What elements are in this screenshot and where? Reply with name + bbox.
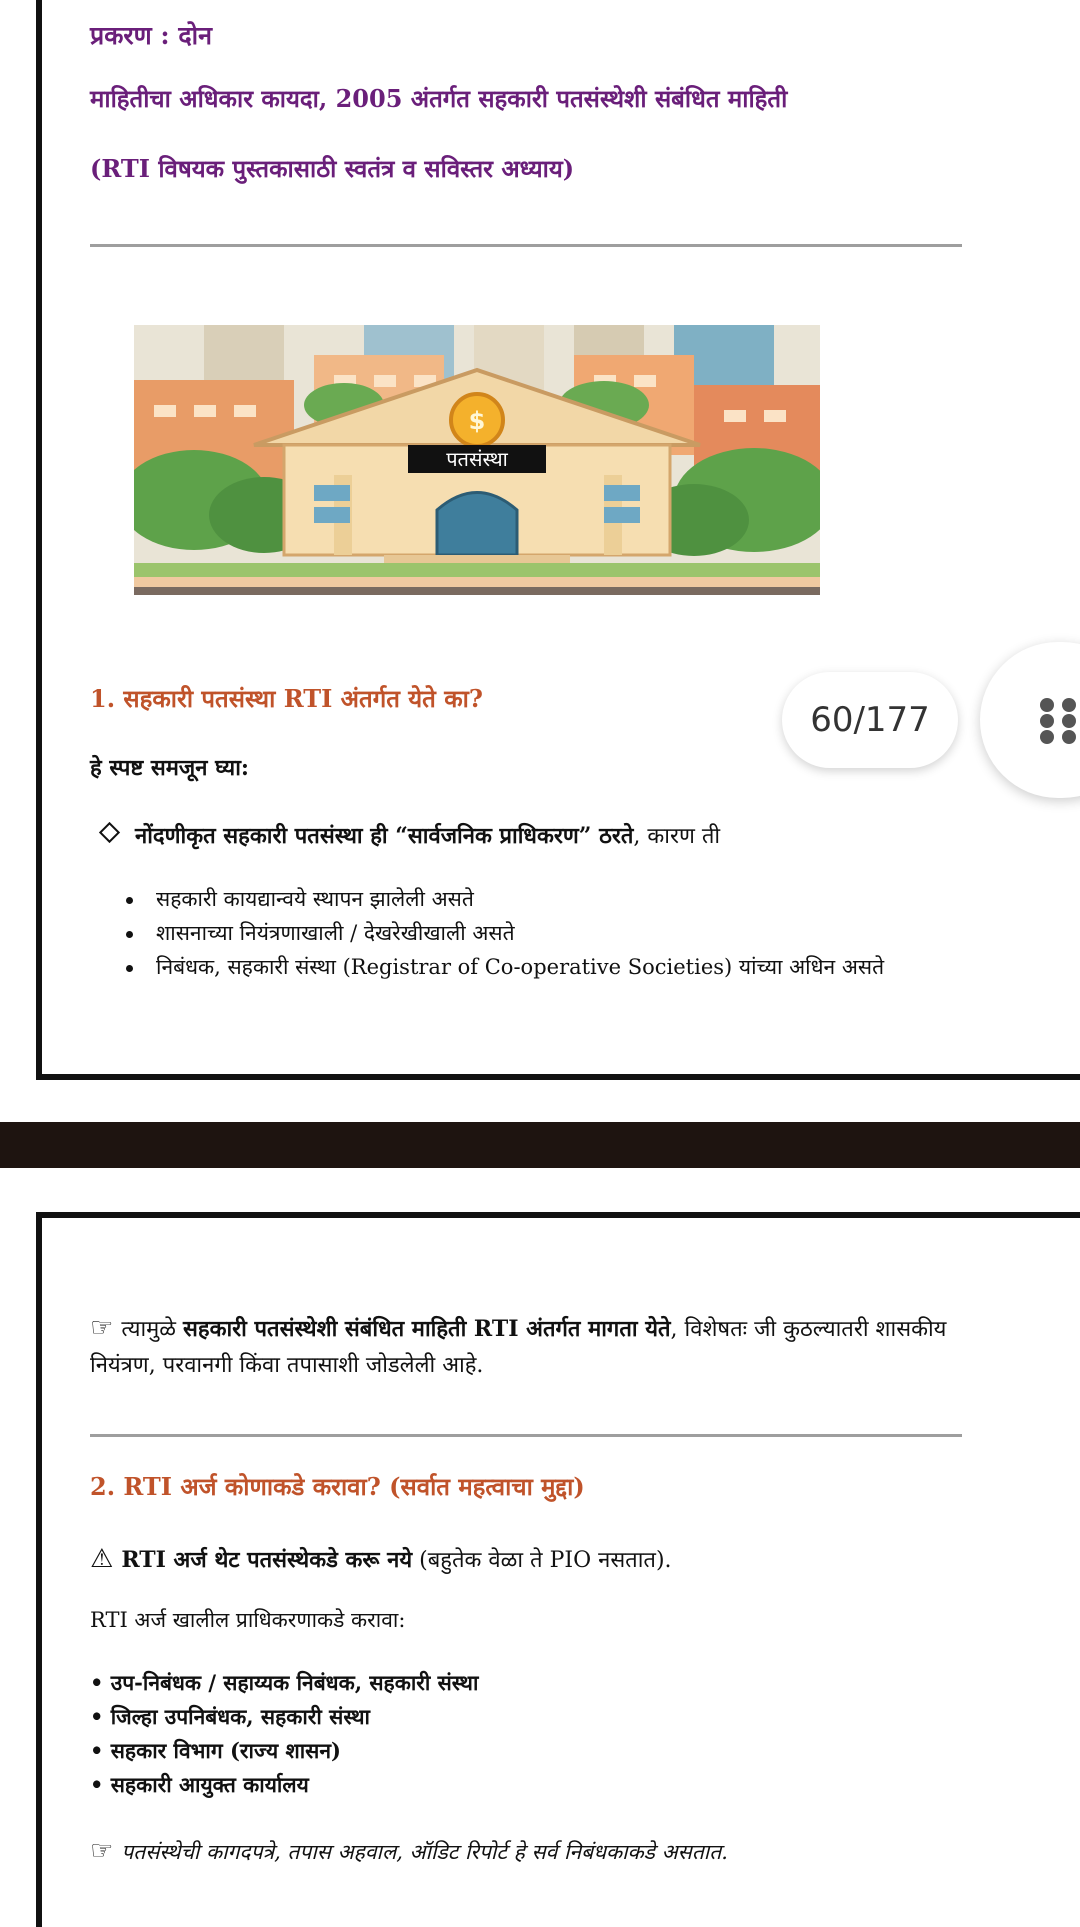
list-item: • उप-निबंधक / सहाय्यक निबंधक, सहकारी संस्था <box>90 1670 479 1695</box>
warning-icon: ⚠ <box>90 1544 114 1574</box>
divider <box>90 1434 962 1437</box>
list-item: • जिल्हा उपनिबंधक, सहकारी संस्था <box>90 1704 370 1729</box>
chapter-label: प्रकरण : दोन <box>90 21 212 50</box>
conclusion-paragraph <box>90 1310 970 1384</box>
public-authority-point <box>102 820 720 850</box>
list-item: निबंधक, सहकारी संस्था (Registrar of Co-operative Societies) यांच्या अधिन असते <box>156 950 884 984</box>
credit-society-illustration <box>134 325 820 595</box>
coin-symbol: $ <box>468 407 486 435</box>
para-rest: , विशेषतः जी कुठल्यातरी शासकीय नियंत्रण, परवानगी किंवा तपासाशी जोडलेली आहे. <box>90 1317 947 1378</box>
para-text: त्यामुळे <box>121 1317 184 1342</box>
list-item: • सहकार विभाग (राज्य शासन) <box>90 1738 341 1763</box>
warning-rest: (बहुतेक वेळा ते PIO नसतात). <box>412 1548 672 1573</box>
public-authority-rest: , कारण ती <box>633 824 721 849</box>
pointing-hand-icon: ☞ <box>90 1313 114 1343</box>
building-sign: पतसंस्था <box>446 447 508 471</box>
section-2-heading: 2. RTI अर्ज कोणाकडे करावा? (सर्वात महत्वाचा मुद्दा) <box>90 1472 585 1501</box>
pointing-hand-icon: ☞ <box>90 1836 114 1866</box>
public-authority-bold: नोंदणीकृत सहकारी पतसंस्था ही “सार्वजनिक प्राधिकरण” ठरते <box>135 823 634 849</box>
reasons-list <box>156 882 884 984</box>
chapter-title: माहितीचा अधिकार कायदा, 2005 अंतर्गत सहकारी पतसंस्थेशी संबंधित माहिती <box>90 84 788 113</box>
para-bold: सहकारी पतसंस्थेशी संबंधित माहिती RTI अंतर्गत मागता येते <box>183 1316 671 1342</box>
divider <box>90 244 962 247</box>
registrar-note <box>90 1836 728 1866</box>
chapter-subtitle: (RTI विषयक पुस्तकासाठी स्वतंत्र व सविस्तर अध्याय) <box>90 154 575 183</box>
diamond-bullet-icon <box>99 822 120 843</box>
warning-bold: RTI अर्ज थेट पतसंस्थेकडे करू नये <box>121 1547 413 1573</box>
page-counter[interactable]: 60/177 <box>782 672 958 768</box>
page-gap <box>0 1122 1080 1168</box>
warning-line <box>90 1544 672 1574</box>
list-item: सहकारी कायद्यान्वये स्थापन झालेली असते <box>156 882 884 916</box>
apply-to-text: RTI अर्ज खालील प्राधिकरणाकडे करावा: <box>90 1608 406 1632</box>
section-1-heading: 1. सहकारी पतसंस्था RTI अंतर्गत येते का? <box>90 684 483 713</box>
authorities-list <box>90 1666 478 1802</box>
note-text: पतसंस्थेची कागदपत्रे, तपास अहवाल, ऑडिट रिपोर्ट हे सर्व निबंधकाकडे असतात. <box>121 1840 728 1864</box>
list-item: शासनाच्या नियंत्रणाखाली / देखरेखीखाली असते <box>156 916 884 950</box>
list-item: • सहकारी आयुक्त कार्यालय <box>90 1772 309 1797</box>
lead-text: हे स्पष्ट समजून घ्या: <box>90 755 250 781</box>
